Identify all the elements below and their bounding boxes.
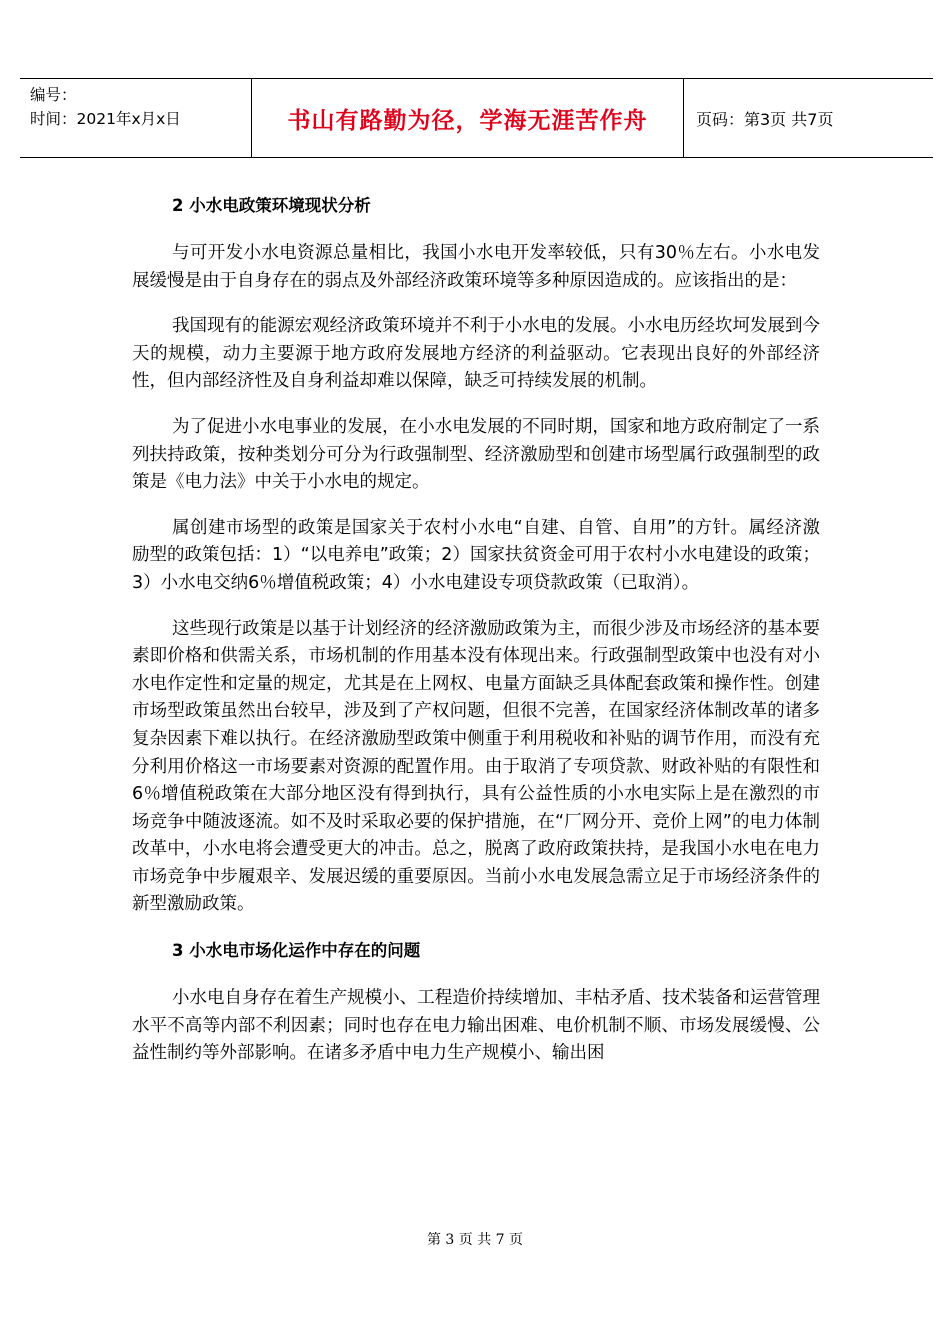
header-meta (20, 79, 252, 157)
document-body (132, 192, 820, 1086)
page-footer: 第 3 页 共 7 页 (426, 1232, 524, 1248)
header-page-label: 页码：第3页 共7页 (696, 109, 834, 129)
section-2-title: 2 小水电政策环境现状分析 (172, 196, 371, 215)
paragraph: 与可开发小水电资源总量相比，我国小水电开发率较低，只有30％左右。小水电发展缓慢是由于自身存在的弱点及外部经济政策环境等多种原因造成的。应该指出的是： (132, 243, 820, 291)
paragraph: 我国现有的能源宏观经济政策环境并不利于小水电的发展。小水电历经坎坷发展到今天的规模，动力主要源于地方政府发展地方经济的利益驱动。它表现出良好的外部经济性，但内部经济性及自身利益却难以保障，缺乏可持续发展的机制。 (132, 316, 820, 392)
page-header (20, 78, 933, 158)
number-label: 编号： (30, 86, 77, 104)
paragraph: 小水电自身存在着生产规模小、工程造价持续增加、丰枯矛盾、技术装备和运营管理水平不高等内部不利因素；同时也存在电力输出困难、电价机制不顺、市场发展缓慢、公益性制约等外部影响。在诸多矛盾中电力生产规模小、输出困 (132, 988, 820, 1064)
time-label: 时间：2021年x月x日 (30, 110, 181, 128)
paragraph: 这些现行政策是以基于计划经济的经济激励政策为主，而很少涉及市场经济的基本要素即价格和供需关系，市场机制的作用基本没有体现出来。行政强制型政策中也没有对小水电作定性和定量的规定，尤其是在上网权、电量方面缺乏具体配套政策和操作性。创建市场型政策虽然出台较早，涉及到了产权问题，但很不完善，在国家经济体制改革的诸多复杂因素下难以执行。在经济激励型政策中侧重于利用税收和补贴的调节作用，而没有充分利用价格这一市场要素对资源的配置作用。由于取消了专项贷款、财政补贴的有限性和6％增值税政策在大部分地区没有得到执行，具有公益性质的小水电实际上是在激烈的市场竞争中随波逐流。如不及时采取必要的保护措施，在“厂网分开、竞价上网”的电力体制改革中，小水电将会遭受更大的冲击。总之，脱离了政府政策扶持，是我国小水电在电力市场竞争中步履艰辛、发展迟缓的重要原因。当前小水电发展急需立足于市场经济条件的新型激励政策。 (132, 618, 820, 915)
paragraph: 属创建市场型的政策是国家关于农村小水电“自建、自管、自用”的方针。属经济激励型的政策包括：1）“以电养电”政策；2）国家扶贫资金可用于农村小水电建设的政策；3）小水电交纳6％增值税政策；4）小水电建设专项贷款政策（已取消）。 (132, 517, 820, 593)
header-slogan: 书山有路勤为径，学海无涯苦作舟 (252, 79, 684, 157)
paragraph: 为了促进小水电事业的发展，在小水电发展的不同时期，国家和地方政府制定了一系列扶持政策，按种类划分可分为行政强制型、经济激励型和创建市场型属行政强制型的政策是《电力法》中关于小水电的规定。 (132, 416, 820, 493)
section-3-title: 3 小水电市场化运作中存在的问题 (172, 941, 421, 961)
